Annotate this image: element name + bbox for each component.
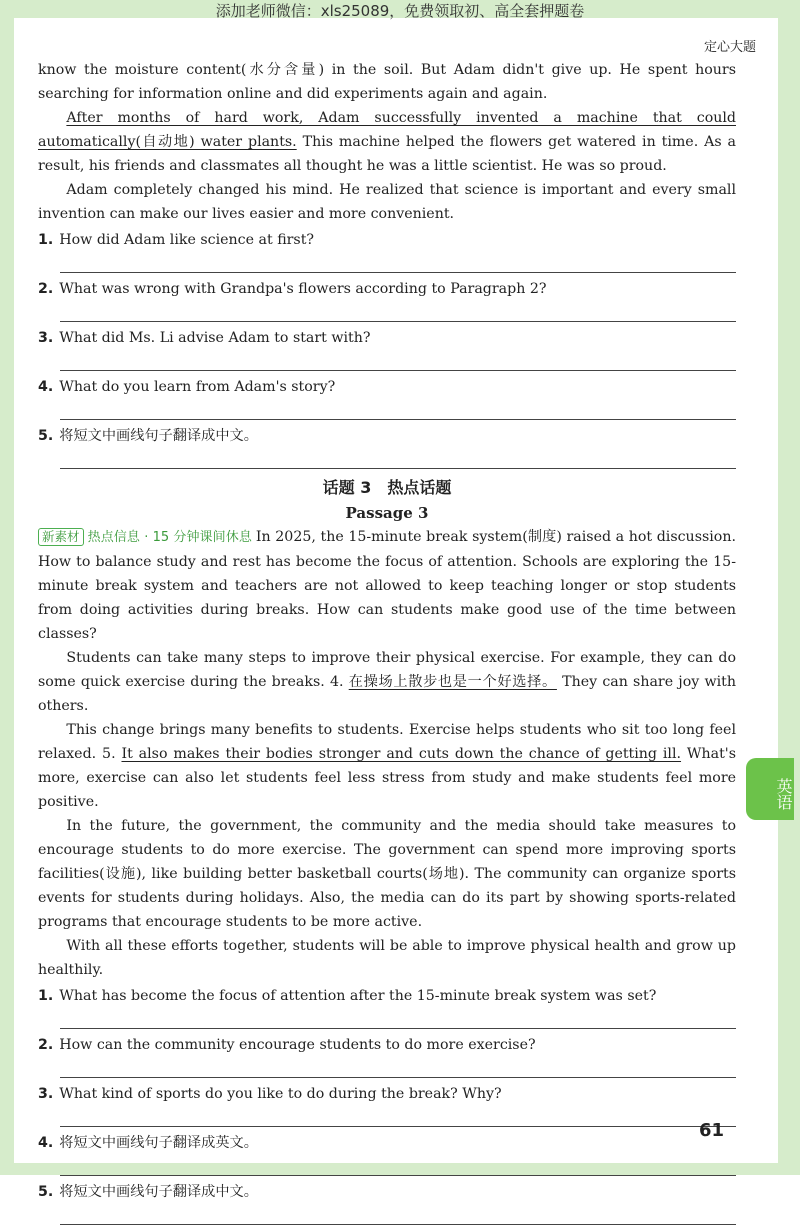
underlined-sentence: It also makes their bodies stronger and cuts down the chance of getting ill. [121,746,682,762]
paragraph-text: Students can take many steps to improve their physical exercise. For example, they can do some quick exercise during the breaks. 4. [38,650,736,690]
passage2-paragraph: know the moisture content(水分含量) in the soil. But Adam didn't give up. He spent hours searching for information online and did experiments again and again. [38,62,736,102]
question-text: What did Ms. Li advise Adam to start with? [59,330,371,346]
question-number: 5. [38,1184,54,1200]
watermark-text: 添加老师微信：xls25089，免费领取初、高全套押题卷 [215,2,585,20]
new-material-tag: 新素材 [38,528,84,546]
main-content [38,58,736,1229]
passage2-paragraph [38,106,736,178]
question-item [38,1033,736,1057]
underlined-sentence: 在操场上散步也是一个好选择。 [348,674,557,690]
question-item [38,1082,736,1106]
question-number: 2. [38,281,54,297]
question-number: 3. [38,1086,54,1102]
question-text: How can the community encourage students to do more exercise? [59,1037,536,1053]
page-frame-right [778,0,800,1175]
question-item [38,326,736,350]
paragraph-text: In 2025, the 15-minute break system(制度) raised a hot discussion. How to balance study and rest has become the focus of attention. Schools are exploring the 15-minute break system and teachers are not allowed to keep teaching longer or stop students from doing activities during breaks. How can students make good use of the time between classes? [38,529,736,642]
question-number: 1. [38,232,54,248]
question-item [38,1180,736,1204]
question-number: 3. [38,330,54,346]
passage2-paragraph: Adam completely changed his mind. He realized that science is important and every small invention can make our lives easier and more convenient. [38,182,736,222]
underlined-sentence: After months of hard work, Adam successfully invented a machine that could automatically(自动地) water plants. [38,110,736,150]
answer-line[interactable] [60,301,736,322]
question-number: 5. [38,428,54,444]
passage3-paragraph: With all these efforts together, students will be able to improve physical health and grow up healthily. [38,938,736,978]
question-text: What has become the focus of attention after the 15-minute break system was set? [59,988,657,1004]
question-text: What kind of sports do you like to do during the break? Why? [59,1086,502,1102]
question-item [38,228,736,252]
question-number: 2. [38,1037,54,1053]
section-header: 定心大题 [703,40,756,55]
passage-title: Passage 3 [345,504,429,522]
question-text: 将短文中画线句子翻译成中文。 [59,428,258,444]
passage3-paragraph [38,646,736,718]
question-text: What was wrong with Grandpa's flowers according to Paragraph 2? [59,281,547,297]
answer-line[interactable] [60,448,736,469]
answer-line[interactable] [60,252,736,273]
question-item [38,1131,736,1155]
answer-line[interactable] [60,1008,736,1029]
question-number: 4. [38,1135,54,1151]
paragraph-text: This machine helped the flowers get watered in time. As a result, his friends and classmates all thought he was a little scientist. He was so proud. [38,134,737,174]
hot-info-label: 热点信息 · 15 分钟课间休息 [87,530,252,545]
paragraph-text: This change brings many benefits to students. Exercise helps students who sit too long feel relaxed. 5. [38,722,736,762]
passage3-paragraph [38,525,736,646]
question-number: 1. [38,988,54,1004]
paragraph-text: They can share joy with others. [38,674,736,714]
question-item [38,424,736,448]
topic-title: 话题 3 热点话题 [322,478,452,497]
question-text: How did Adam like science at first? [59,232,315,248]
passage3-paragraph: In the future, the government, the community and the media should take measures to encourage students to do more exercise. The government can spend more improving sports facilities(设施), like building better basketball courts(场地). The community can organize sports events for students during holidays. Also, the media can do its part by showing sports-related programs that encourage students to be more active. [38,818,736,930]
answer-line[interactable] [60,1057,736,1078]
question-item [38,375,736,399]
answer-line[interactable] [60,1106,736,1127]
question-number: 4. [38,379,54,395]
answer-line[interactable] [60,1155,736,1176]
page-frame-left [0,0,14,1175]
question-item [38,984,736,1008]
answer-line[interactable] [60,1204,736,1225]
answer-line[interactable] [60,350,736,371]
passage3-paragraph [38,718,736,814]
answer-line[interactable] [60,399,736,420]
paragraph-text: What's more, exercise can also let students feel less stress from study and make students feel more positive. [38,746,736,810]
question-text: What do you learn from Adam's story? [59,379,336,395]
subject-side-tab: 英语 [746,758,794,820]
page-number: 61 [698,1120,724,1141]
question-item [38,277,736,301]
question-text: 将短文中画线句子翻译成中文。 [59,1184,258,1200]
question-text: 将短文中画线句子翻译成英文。 [59,1135,258,1151]
